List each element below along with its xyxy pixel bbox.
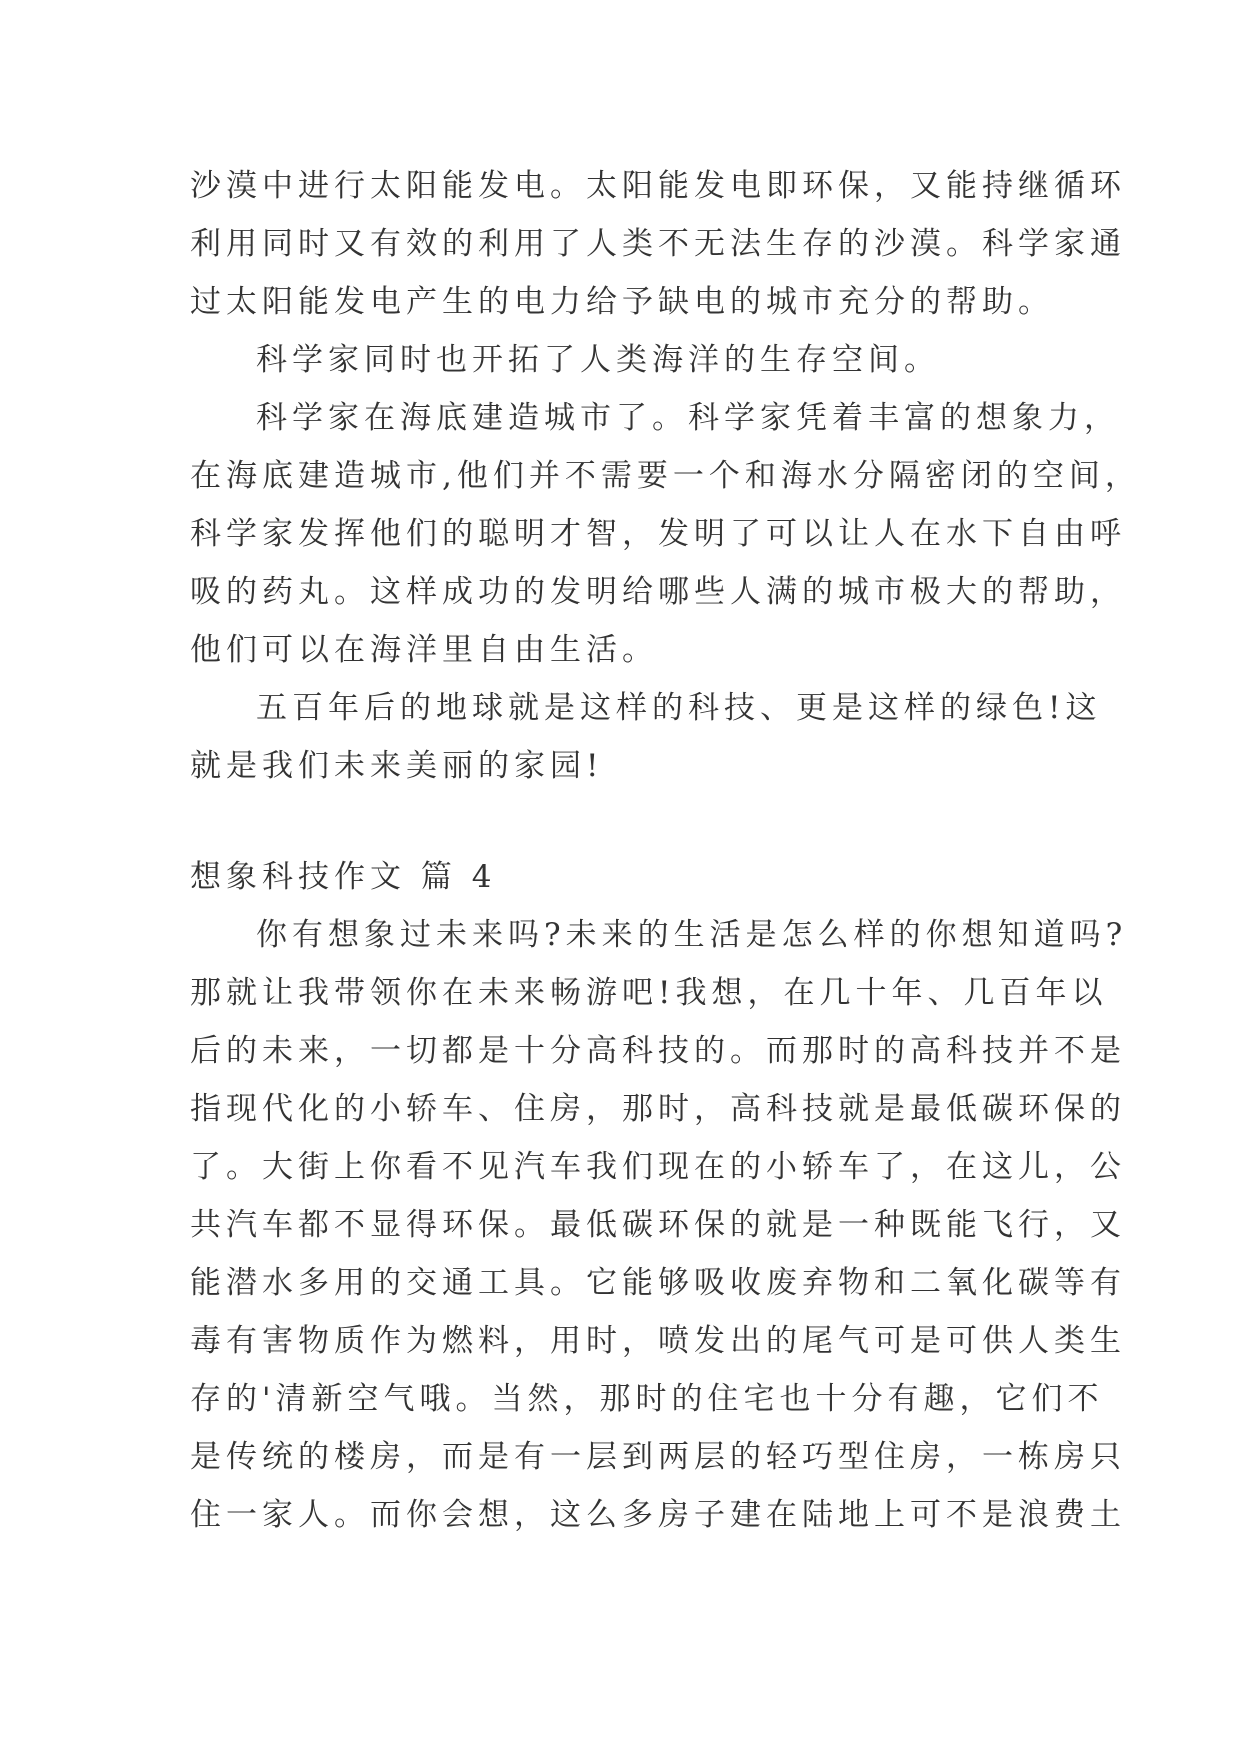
text-line: 他们可以在海洋里自由生活。 (190, 632, 658, 668)
text-line: 科学家在海底建造城市了。科学家凭着丰富的想象力， (256, 400, 1120, 436)
text-line: 沙漠中进行太阳能发电。太阳能发电即环保，又能持继循环 (190, 168, 1126, 204)
text-line: 五百年后的地球就是这样的科技、更是这样的绿色!这 (256, 690, 1102, 726)
text-line: 是传统的楼房，而是有一层到两层的轻巧型住房，一栋房只 (190, 1439, 1126, 1475)
text-line: 吸的药丸。这样成功的发明给哪些人满的城市极大的帮助， (190, 574, 1126, 610)
paragraph-ocean: 科学家同时也开拓了人类海洋的生存空间。 (256, 342, 940, 378)
text-line: 在海底建造城市,他们并不需要一个和海水分隔密闭的空间， (190, 458, 1141, 494)
text-line: 能潜水多用的交通工具。它能够吸收废弃物和二氧化碳等有 (190, 1265, 1126, 1301)
text-line: 利用同时又有效的利用了人类不无法生存的沙漠。科学家通 (190, 226, 1126, 262)
text-line: 后的未来，一切都是十分高科技的。而那时的高科技并不是 (190, 1033, 1126, 1069)
text-line: 那就让我带领你在未来畅游吧!我想，在几十年、几百年以 (190, 975, 1108, 1011)
text-line: 过太阳能发电产生的电力给予缺电的城市充分的帮助。 (190, 284, 1054, 320)
text-line: 存的'清新空气哦。当然，那时的住宅也十分有趣，它们不 (190, 1381, 1104, 1417)
text-line: 共汽车都不显得环保。最低碳环保的就是一种既能飞行，又 (190, 1207, 1126, 1243)
text-line: 毒有害物质作为燃料，用时，喷发出的尾气可是可供人类生 (190, 1323, 1126, 1359)
text-line: 住一家人。而你会想，这么多房子建在陆地上可不是浪费土 (190, 1497, 1126, 1533)
text-line: 你有想象过未来吗?未来的生活是怎么样的你想知道吗? (256, 917, 1128, 953)
text-line: 指现代化的小轿车、住房，那时，高科技就是最低碳环保的 (190, 1091, 1126, 1127)
section-heading: 想象科技作文 篇 4 (190, 859, 497, 895)
text-line: 就是我们未来美丽的家园! (190, 748, 604, 784)
text-line: 科学家发挥他们的聪明才智，发明了可以让人在水下自由呼 (190, 516, 1126, 552)
text-line: 了。大街上你看不见汽车我们现在的小轿车了，在这儿，公 (190, 1149, 1126, 1185)
